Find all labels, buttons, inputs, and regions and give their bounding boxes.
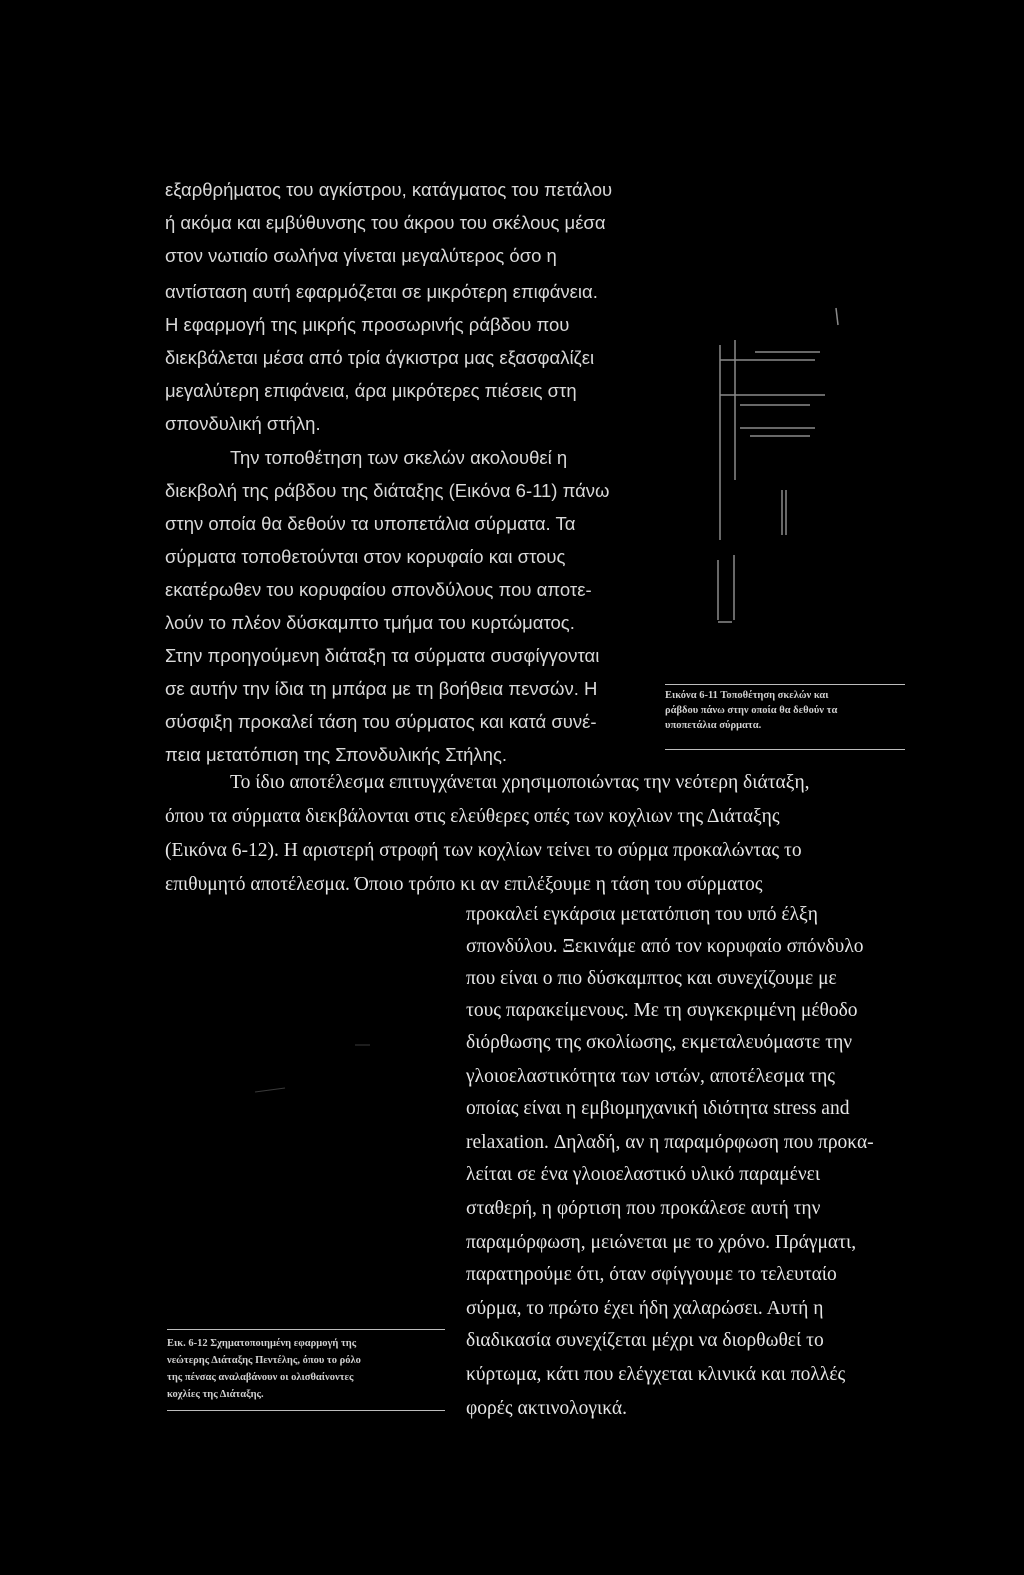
text-line: Την τοποθέτηση των σκελών ακολουθεί η: [230, 447, 568, 468]
caption-rule-bottom: [167, 1410, 445, 1411]
text-line: πεια μετατόπιση της Σπονδυλικής Στήλης.: [165, 744, 508, 765]
text-line: διόρθωσης της σκολίωσης, εκμεταλευόμαστε την: [466, 1032, 853, 1053]
text-line: Η εφαρμογή της μικρής προσωρινής ράβδου που: [165, 314, 570, 335]
text-line: relaxation. Δηλαδή, αν η παραμόρφωση που προκα-: [466, 1132, 874, 1153]
text-line: (Εικόνα 6-12). Η αριστερή στροφή των κοχλίων τείνει το σύρμα προκαλώντας το: [165, 840, 802, 861]
text-line: Το ίδιο αποτέλεσμα επιτυγχάνεται χρησιμοποιώντας την νεότερη διάταξη,: [230, 772, 810, 793]
text-line: παρατηρούμε ότι, όταν σφίγγουμε το τελευταίο: [466, 1264, 837, 1285]
text-line: σύσφιξη προκαλεί τάση του σύρματος και κατά συνέ-: [165, 711, 597, 732]
figure-6-11-illustration: [700, 300, 900, 650]
text-line: παραμόρφωση, μειώνεται με το χρόνο. Πράγματι,: [466, 1232, 857, 1253]
text-line: γλοιοελαστικότητα των ιστών, αποτέλεσμα της: [466, 1066, 836, 1087]
text-line: λείται σε ένα γλοιοελαστικό υλικό παραμένει: [466, 1164, 821, 1185]
text-line: οποίας είναι η εμβιομηχανική ιδιότητα stress and: [466, 1098, 850, 1119]
text-line: διαδικασία συνεχίζεται μέχρι να διορθωθεί το: [466, 1330, 824, 1351]
text-line: προκαλεί εγκάρσια μετατόπιση του υπό έλξη: [466, 904, 818, 925]
text-line: σε αυτήν την ίδια τη μπάρα με τη βοήθεια πενσών. Η: [165, 678, 598, 699]
caption-line: Εικ. 6-12 Σχηματοποιημένη εφαρμογή της: [167, 1338, 357, 1349]
text-line: που είναι ο πιο δύσκαμπτος και συνεχίζουμε με: [466, 968, 837, 989]
text-line: στον νωτιαίο σωλήνα γίνεται μεγαλύτερος όσο η: [165, 245, 557, 266]
text-line: όπου τα σύρματα διεκβάλονται στις ελεύθερες οπές των κοχλιων της Διάταξης: [165, 806, 780, 827]
text-line: σύρμα, το πρώτο έχει ήδη χαλαρώσει. Αυτή η: [466, 1298, 824, 1319]
text-line: σπονδύλου. Ξεκινάμε από τον κορυφαίο σπόνδυλο: [466, 936, 864, 957]
figure-6-12-illustration: [160, 1030, 440, 1330]
caption-line: υποπετάλια σύρματα.: [665, 720, 762, 731]
caption-line: ράβδου πάνω στην οποία θα δεθούν τα: [665, 705, 838, 716]
text-line: στην οποία θα δεθούν τα υποπετάλια σύρματα. Τα: [165, 513, 576, 534]
text-line: αντίσταση αυτή εφαρμόζεται σε μικρότερη επιφάνεια.: [165, 281, 598, 302]
caption-rule-top: [665, 684, 905, 685]
caption-line: της πένσας αναλαβάνουν οι ολισθαίνοντες: [167, 1372, 354, 1383]
text-line: τους παρακείμενους. Με τη συγκεκριμένη μέθοδο: [466, 1000, 858, 1021]
text-line: Στην προηγούμενη διάταξη τα σύρματα συσφίγγονται: [165, 645, 600, 666]
caption-line: νεώτερης Διάταξης Πεντέλης, όπου το ρόλο: [167, 1355, 361, 1366]
caption-rule-bottom: [665, 749, 905, 750]
text-line: εξαρθρήματος του αγκίστρου, κατάγματος του πετάλου: [165, 179, 613, 200]
caption-line: κοχλίες της Διάταξης.: [167, 1389, 264, 1400]
text-line: λούν το πλέον δύσκαμπτο τμήμα του κυρτώματος.: [165, 612, 575, 633]
text-line: φορές ακτινολογικά.: [466, 1398, 628, 1419]
caption-rule-top: [167, 1329, 445, 1330]
text-line: ή ακόμα και εμβύθυνσης του άκρου του σκέλους μέσα: [165, 212, 606, 233]
text-line: διεκβάλεται μέσα από τρία άγκιστρα μας εξασφαλίζει: [165, 347, 595, 368]
text-line: κύρτωμα, κάτι που ελέγχεται κλινικά και πολλές: [466, 1364, 846, 1385]
text-line: επιθυμητό αποτέλεσμα. Όποιο τρόπο κι αν επιλέξουμε η τάση του σύρματος: [165, 874, 763, 895]
text-line: σπονδυλική στήλη.: [165, 413, 321, 434]
text-line: εκατέρωθεν του κορυφαίου σπονδύλους που αποτε-: [165, 579, 592, 600]
text-line: διεκβολή της ράβδου της διάταξης (Εικόνα 6-11) πάνω: [165, 480, 610, 501]
text-line: σταθερή, η φόρτιση που προκάλεσε αυτή την: [466, 1198, 821, 1219]
text-line: μεγαλύτερη επιφάνεια, άρα μικρότερες πιέσεις στη: [165, 380, 577, 401]
caption-line: Εικόνα 6-11 Τοποθέτηση σκελών και: [665, 690, 829, 701]
text-line: σύρματα τοποθετούνται στον κορυφαίο και στους: [165, 546, 566, 567]
